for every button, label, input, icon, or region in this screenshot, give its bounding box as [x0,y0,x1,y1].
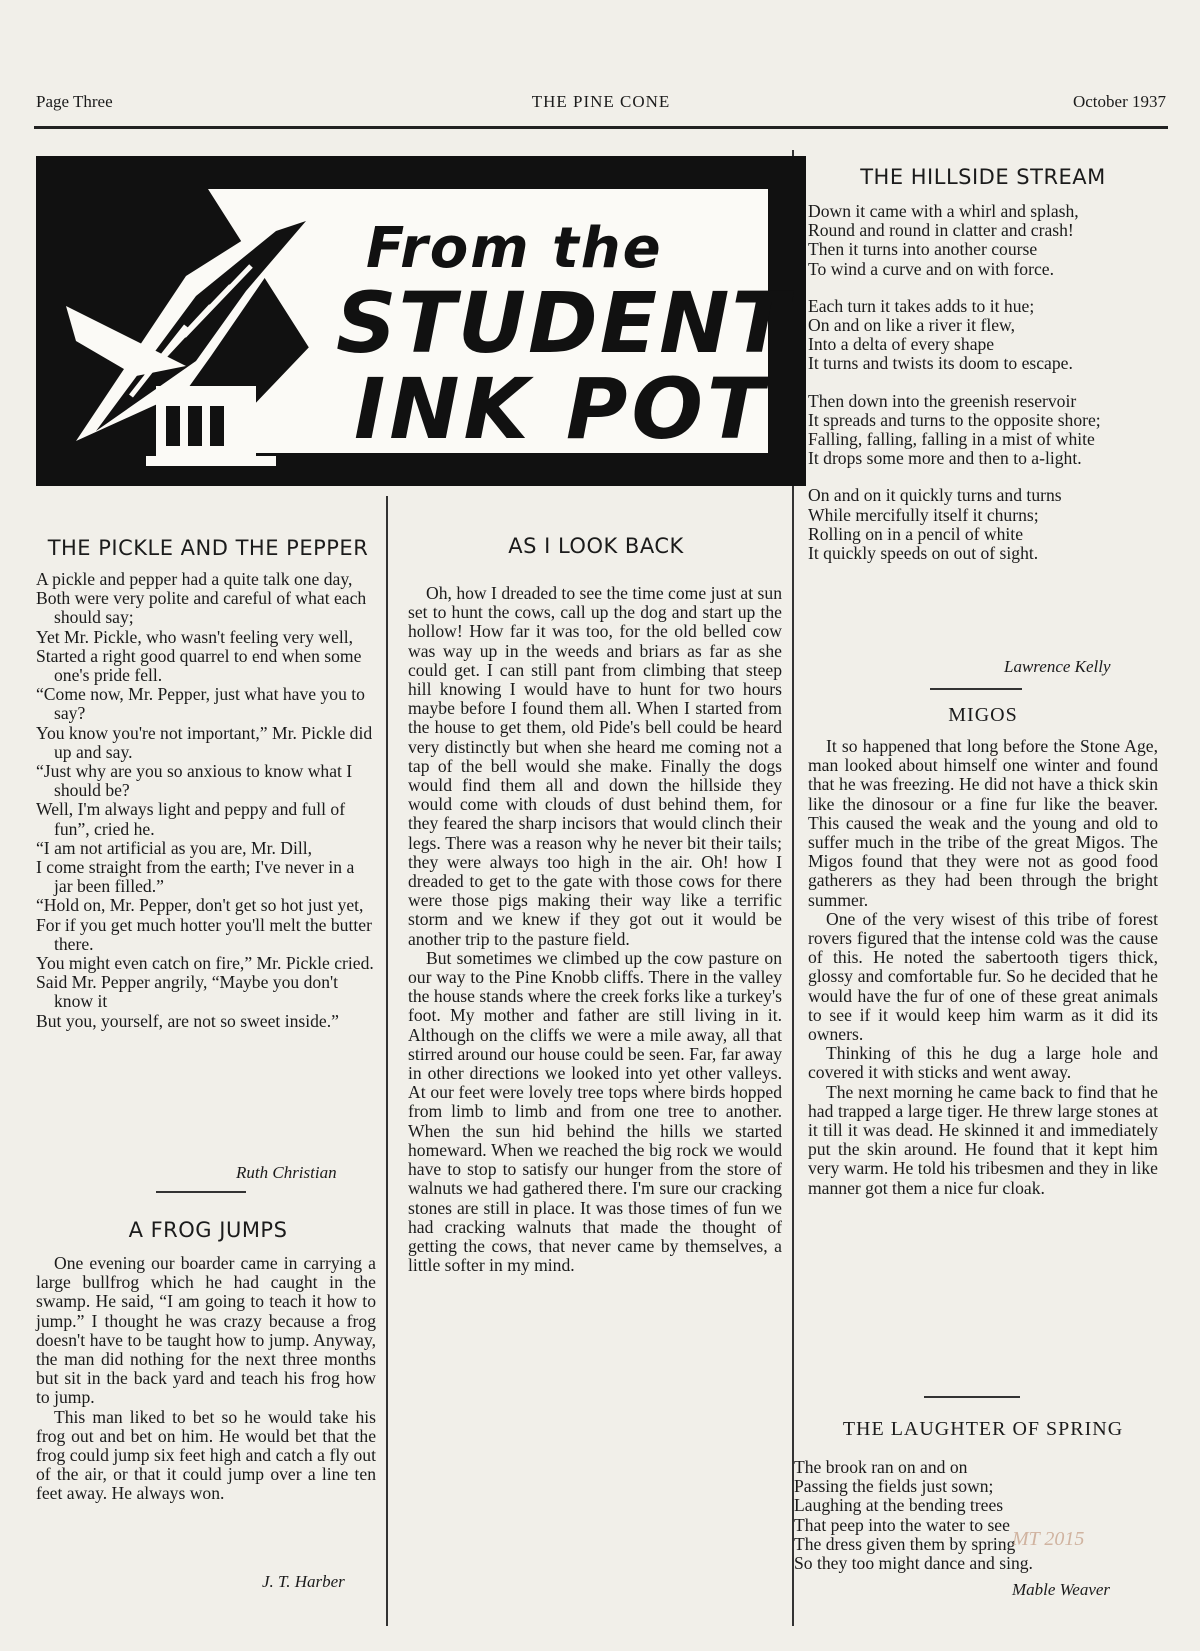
verse-line: Both were very polite and careful of what each should say; [36,588,367,628]
section-rule-1 [156,1191,246,1193]
stream-poem [808,202,1158,581]
spring-author: Mable Weaver [1012,1580,1111,1599]
paragraph: The next morning he came back to find that he had trapped a large tiger. He threw large stones at it till it was dead. He skinned it and immediately put the skin around. He found that it kept him very warm. He told his tribesmen and they in like manner got them a nice fur cloak. [808,1081,1158,1198]
verse-line: To wind a curve and on with force. [808,258,1054,279]
pickle-poem [36,570,376,1031]
verse-line: Down it came with a whirl and splash, [808,201,1079,221]
section-rule-3 [924,1396,1020,1398]
verse-line: I come straight from the earth; I've never in a jar been filled.” [36,857,355,897]
verse-line: Then it turns into another course [808,239,1038,260]
paragraph: One of the very wisest of this tribe of forest rovers figured that the intense cold was the cause of this. He noted the sabertooth tigers thick, glossy and comfortable fur. So he decided that he would have the fur of one of these great animals to see if it would keep him warm as it did its owners. [808,908,1158,1045]
spring-poem [794,1458,1154,1573]
stanza [808,486,1158,563]
verse-line: You might even catch on fire,” Mr. Pickle cried. [36,953,374,974]
stanza [808,297,1158,374]
issue-date: October 1937 [1072,92,1166,111]
verse-line: Started a right good quarrel to end when some one's pride fell. [36,645,362,686]
masthead-rule [34,126,1168,129]
verse-line: It spreads and turns to the opposite shore; [808,409,1101,430]
verse-line: You know you're not important,” Mr. Pickle did up and say. [36,722,373,762]
verse-line: Then down into the greenish reservoir [808,390,1077,411]
verse-line: The dress given them by spring [794,1533,1016,1554]
stanza [808,392,1158,469]
verse-line: While mercifully itself it churns; [808,504,1039,525]
banner-line-3: INK POT [354,360,769,458]
stanza [808,202,1158,279]
pickle-author: Ruth Christian [236,1163,337,1182]
verse-line: “Come now, Mr. Pepper, just what have you to say? [36,684,365,724]
student-ink-pot-banner [36,156,806,486]
verse-line: Well, I'm always light and peppy and full of fun”, cried he. [36,799,346,839]
verse-line: Rolling on in a pencil of white [808,523,1023,544]
newspaper-title: THE PINE CONE [531,92,671,111]
verse-line: Falling, falling, falling in a mist of white [808,429,1095,450]
banner-line-1: From the [366,216,663,281]
verse-line: Passing the fields just sown; [794,1476,994,1497]
verse-line: “Just why are you so anxious to know what I should be? [36,761,353,801]
watermark: MT 2015 [1012,1528,1085,1550]
verse-line: “Hold on, Mr. Pepper, don't get so hot just yet, [36,895,364,916]
section-rule-2 [930,688,1022,690]
page-number: Page Three [36,92,113,111]
paragraph: Thinking of this he dug a large hole and covered it with sticks and went away. [808,1043,1158,1083]
verse-line: For if you get much hotter you'll melt the butter there. [36,914,372,954]
paragraph: One evening our boarder came in carrying a large bullfrog which he had caught in the swamp. He said, “I am going to teach it how to jump.” I thought he was crazy because a frog doesn't have to be taught how to jump. Anyway, the man did nothing for the next three months but sit in the back yard and teach his frog how to jump. [36,1253,376,1408]
verse-line: Laughing at the bending trees [794,1495,1004,1516]
verse-line: On and on like a river it flew, [808,315,1015,336]
lookback-story [408,584,782,1275]
migos-story [808,737,1158,1198]
verse-line: That peep into the water to see [794,1514,1010,1535]
verse-line: On and on it quickly turns and turns [808,485,1062,506]
verse-line: Said Mr. Pepper angrily, “Maybe you don't know it [36,972,339,1012]
frog-title: A FROG JUMPS [128,1218,288,1242]
lookback-title: AS I LOOK BACK [508,534,684,558]
frog-story [36,1254,376,1504]
verse-line: It turns and twists its doom to escape. [808,353,1073,374]
column-divider-1 [386,496,388,1626]
paragraph: It so happened that long before the Stone Age, man looked about himself one winter and found that he was freezing. He did not have a thick skin like the dinosour or a fine fur like the beaver. This caused the weak and the young and old to suffer much in the tribe of the great Migos. The Migos found that they were not as good food gatherers as they had been through the bright summer. [808,736,1158,910]
verse-line: Into a delta of every shape [808,334,995,355]
verse-line: But you, yourself, are not so sweet inside.” [36,1010,339,1031]
stream-author: Lawrence Kelly [1004,657,1111,676]
verse-line: A pickle and pepper had a quite talk one day, [36,569,353,589]
banner-line-2: STUDENT [336,274,791,372]
verse-line: Each turn it takes adds to it hue; [808,295,1035,316]
verse-line: “I am not artificial as you are, Mr. Dill, [36,837,313,858]
paragraph: Oh, how I dreaded to see the time come just at sun set to hunt the cows, call up the dog and start up the hollow! How far it was too, for the old belled cow was way up in the weeds and briars as far as she could get. I can still pant from climbing that steep hill knowing I would have to hunt for two hours maybe before I found them all. When I started from the house to get them, old Pide's bell could be heard very distinctly but when she heard me coming not a tap of the bell would she make. Finally the dogs would find them all and down the hillside they would come with clouds of dust behind them, for they feared the sharp incisors that would clinch their legs. There was a reason why he never bit their tails; they were always too high in the air. Oh! how I dreaded to get to the gate with those cows for there were those pigs making their way like a terrific storm and we knew if they got out it would be another trip to the pasture field. [408,583,782,949]
migos-title: MIGOS [948,704,1018,726]
paragraph: This man liked to bet so he would take his frog out and bet on him. He would bet that the frog could jump six feet high and catch a fly out of the air, or that it could jump over a line ten feet away. He always won. [36,1406,376,1504]
paragraph: But sometimes we climbed up the cow pasture on our way to the Pine Knobb cliffs. There in the valley the house stands where the creek forks like a turkey's foot. My mother and father are still living in it. Although on the cliffs we were a mile away, all that stirred around our house could be seen. Far, far away in other directions we looked into yet other valleys. At our feet were lovely tree tops where birds hopped from limb to limb and from one tree to another. When the sun hid behind the hills we started homeward. When we reached the big rock we would have to stop to satisfy our hunger from the store of walnuts we had gathered there. I'm sure our cracking stones are still in place. It was those times of fun we had cracking walnuts that made the thought of getting the cows, that never came by themselves, a little softer in my mind. [408,947,782,1276]
verse-line: Round and round in clatter and crash! [808,220,1074,241]
verse-line: It drops some more and then to a-light. [808,448,1082,469]
verse-line: It quickly speeds on out of sight. [808,543,1039,564]
verse-line: The brook ran on and on [794,1457,968,1477]
pickle-title: THE PICKLE AND THE PEPPER [47,536,369,560]
verse-line: Yet Mr. Pickle, who wasn't feeling very well, [36,626,354,647]
frog-author: J. T. Harber [262,1572,345,1591]
spring-title: THE LAUGHTER OF SPRING [842,1418,1124,1440]
stream-title: THE HILLSIDE STREAM [860,165,1106,189]
verse-line: So they too might dance and sing. [794,1553,1033,1574]
